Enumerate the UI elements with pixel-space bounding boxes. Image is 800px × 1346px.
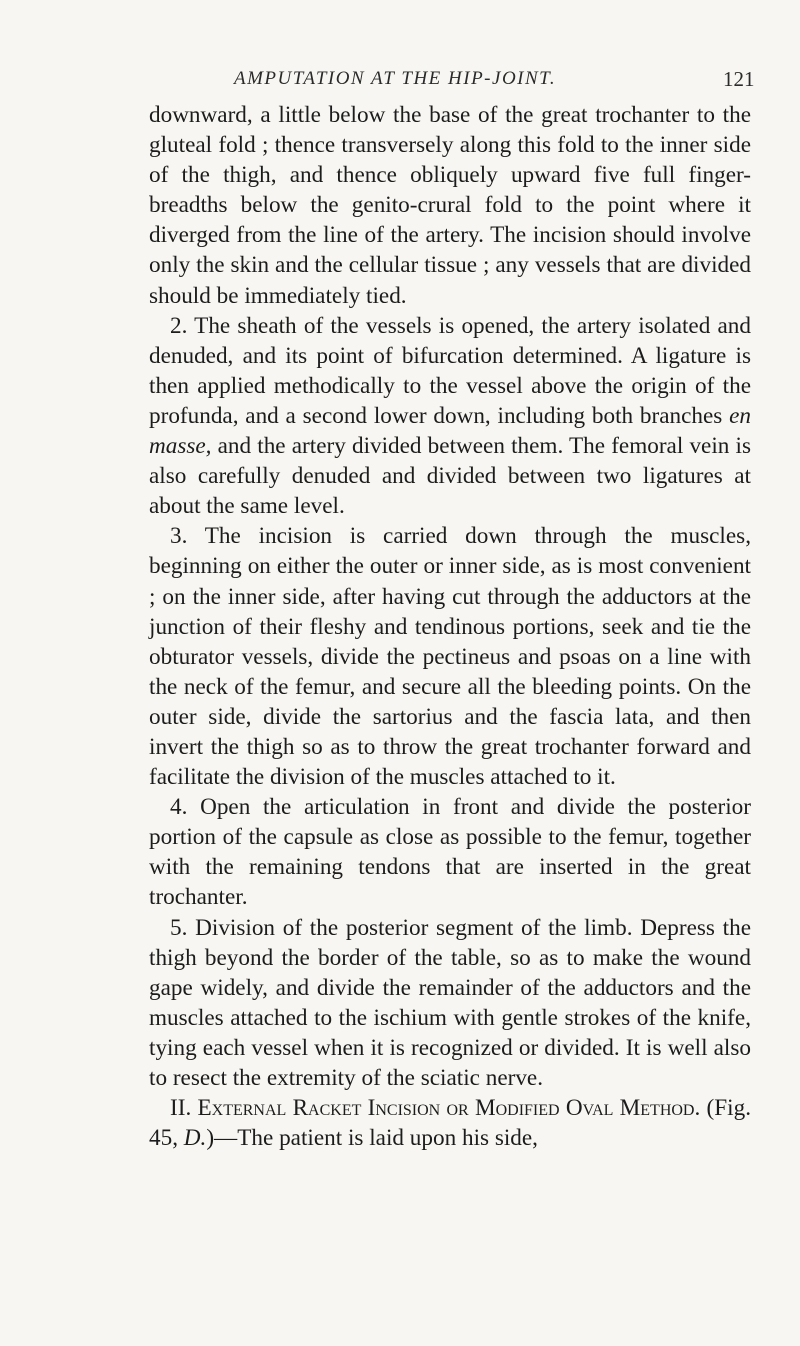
step-2-italic: en masse, (149, 402, 751, 460)
method-ii-text-b: )—The patient is laid upon his side, (206, 1125, 538, 1152)
method-ii-italic: D. (183, 1125, 207, 1152)
section-heading: II. External Racket Incision or Modified Oval Method. (170, 1095, 701, 1122)
step-2-text-b: and the artery divided between them. The femoral vein is also carefully denuded and divided between two ligatures at about the same level. (149, 433, 751, 520)
paragraph-method-ii (149, 1093, 751, 1153)
method-ii-text-a: (Fig. 45, (149, 1095, 752, 1152)
paragraph-step-2 (149, 311, 751, 522)
paragraph-step-4: 4. Open the articulation in front and divide the posterior portion of the capsule as close as possible to the femur, together with the remaining tendons that are inserted in the great trochanter. (149, 794, 751, 911)
paragraph-step-3: 3. The incision is carried down through the muscles, beginning on either the outer or inner side, as is most convenient ; on the inner side, after having cut through the adductors at the junction of their fleshy and tendinous portions, seek and tie the obturator vessels, divide the pectineus and psoas on a line with the neck of the femur, and secure all the bleeding points. On the outer side, divide the sartorius and the fascia lata, and then invert the thigh so as to throw the great trochanter forward and facilitate the division of the muscles attached to it. (149, 523, 751, 791)
step-2-text-a: 2. The sheath of the vessels is opened, the artery isolated and denuded, and its point of bifurcation determined. A ligature is then applied methodically to the vessel above the origin of the profunda, and a second lower down, including both branches (149, 312, 751, 429)
body-text (149, 100, 751, 1153)
paragraph-continuation: downward, a little below the base of the great trochanter to the gluteal fold ; thence transversely along this fold to the inner side of the thigh, and thence obliquely upward five full finger-breadths below the genito-crural fold to the point where it diverged from the line of the artery. The incision should involve only the skin and the cellular tissue ; any vessels that are divided should be immediately tied. (149, 102, 751, 309)
running-head: AMPUTATION AT THE HIP-JOINT. (234, 68, 557, 89)
paragraph-step-5: 5. Division of the posterior segment of the limb. Depress the thigh beyond the border of the table, so as to make the wound gape widely, and divide the remainder of the adductors and the muscles attached to the ischium with gentle strokes of the knife, tying each vessel when it is recognized or divided. It is well also to resect the extremity of the sciatic nerve. (149, 914, 751, 1091)
page-number: 121 (723, 67, 755, 91)
